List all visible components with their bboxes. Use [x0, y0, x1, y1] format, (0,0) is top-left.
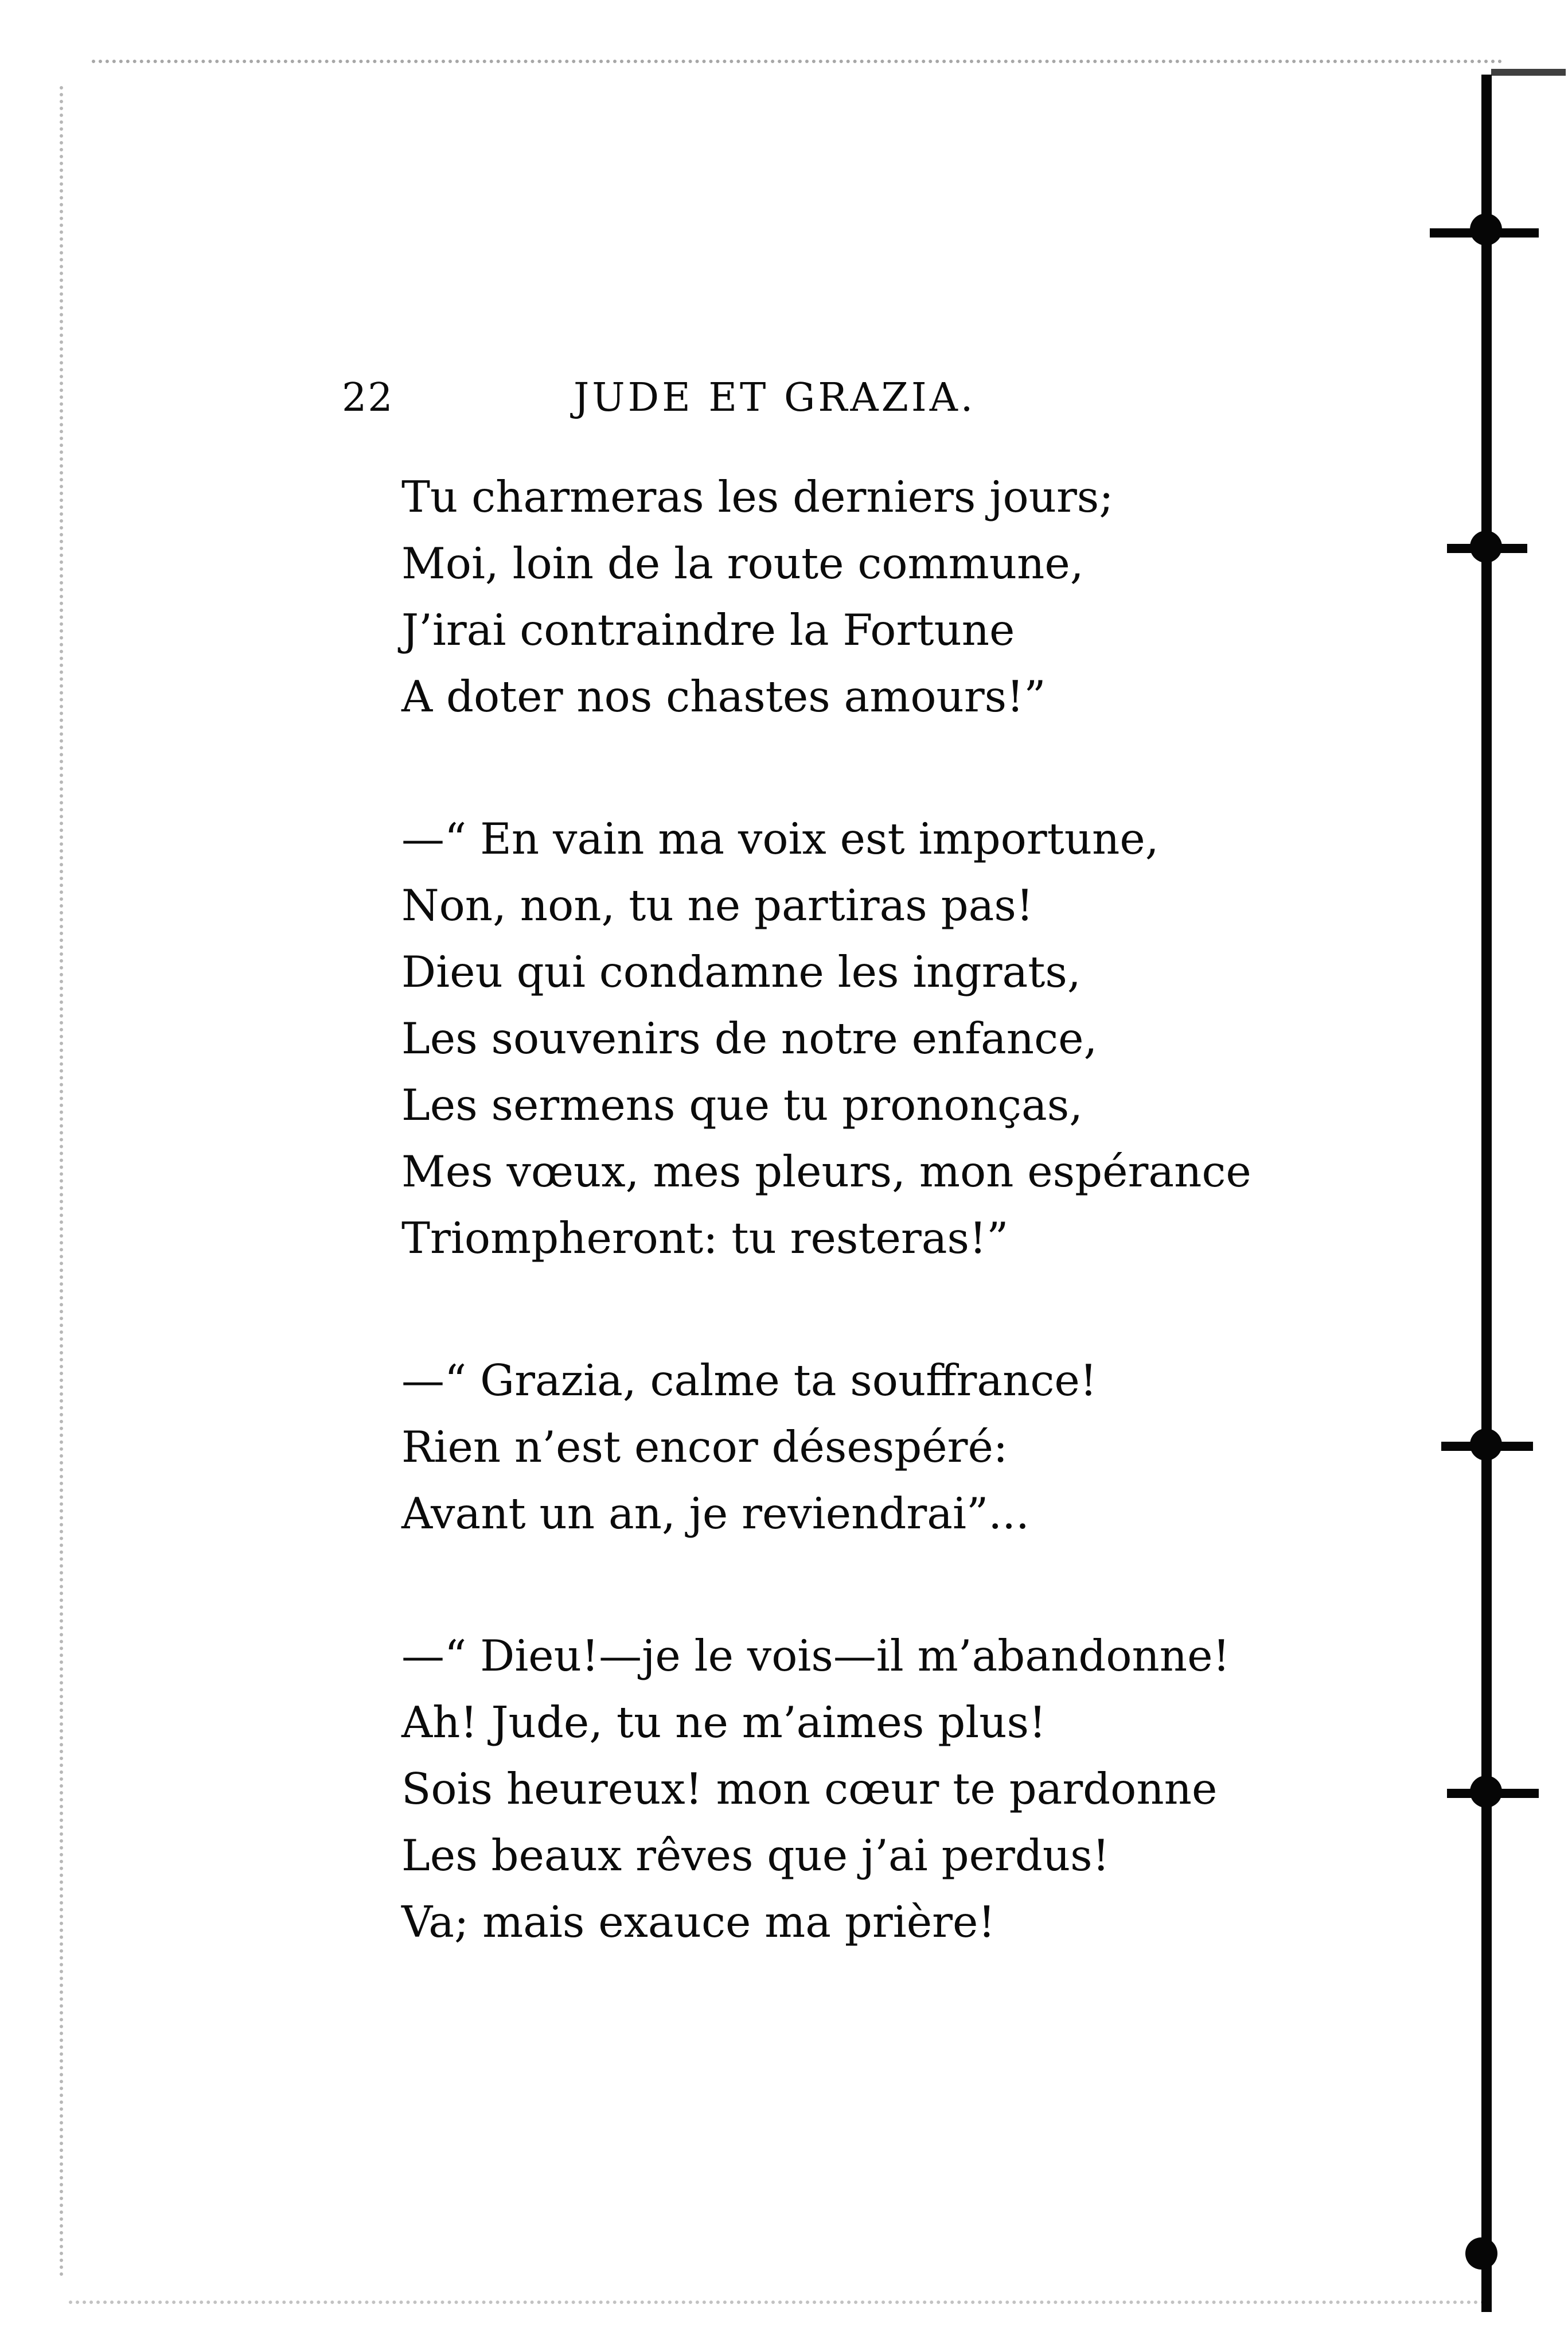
- verse-line: —“ Dieu!—je le vois—il m’abandonne!: [401, 1630, 1230, 1681]
- verse-line: Les beaux rêves que j’ai perdus!: [401, 1830, 1110, 1881]
- verse-line: —“ En vain ma voix est importune,: [401, 814, 1159, 864]
- verse-line: Tu charmeras les derniers jours;: [401, 472, 1114, 522]
- stanza: [401, 464, 1422, 730]
- stanza: [401, 1622, 1422, 1955]
- verse-line: Triompheront: tu resteras!”: [401, 1213, 1009, 1263]
- verse-line: Moi, loin de la route commune,: [401, 538, 1084, 589]
- verse-line: Va; mais exauce ma prière!: [401, 1897, 996, 1947]
- verse-line: A doter nos chastes amours!”: [401, 671, 1046, 722]
- verse-line: Rien n’est encor désespéré:: [401, 1422, 1008, 1472]
- verse-line: Les souvenirs de notre enfance,: [401, 1013, 1098, 1064]
- stanza: [401, 805, 1422, 1271]
- verse-line: —“ Grazia, calme ta souffrance!: [401, 1355, 1097, 1406]
- verse-line: J’irai contraindre la Fortune: [401, 605, 1015, 655]
- verse-line: Ah! Jude, tu ne m’aimes plus!: [401, 1697, 1047, 1747]
- verse-line: Mes vœux, mes pleurs, mon espérance: [401, 1146, 1251, 1197]
- verse-line: Non, non, tu ne partiras pas!: [401, 880, 1033, 931]
- verse-line: Dieu qui condamne les ingrats,: [401, 947, 1081, 997]
- verse-line: Avant un an, je reviendrai”...: [401, 1488, 1029, 1539]
- running-title: JUDE ET GRAZIA.: [574, 375, 976, 421]
- stanza: [401, 1347, 1422, 1547]
- verse-line: Sois heureux! mon cœur te pardonne: [401, 1764, 1218, 1814]
- poem-text: [401, 464, 1422, 2031]
- page-number: 22: [342, 375, 394, 421]
- verse-line: Les sermens que tu prononças,: [401, 1080, 1083, 1130]
